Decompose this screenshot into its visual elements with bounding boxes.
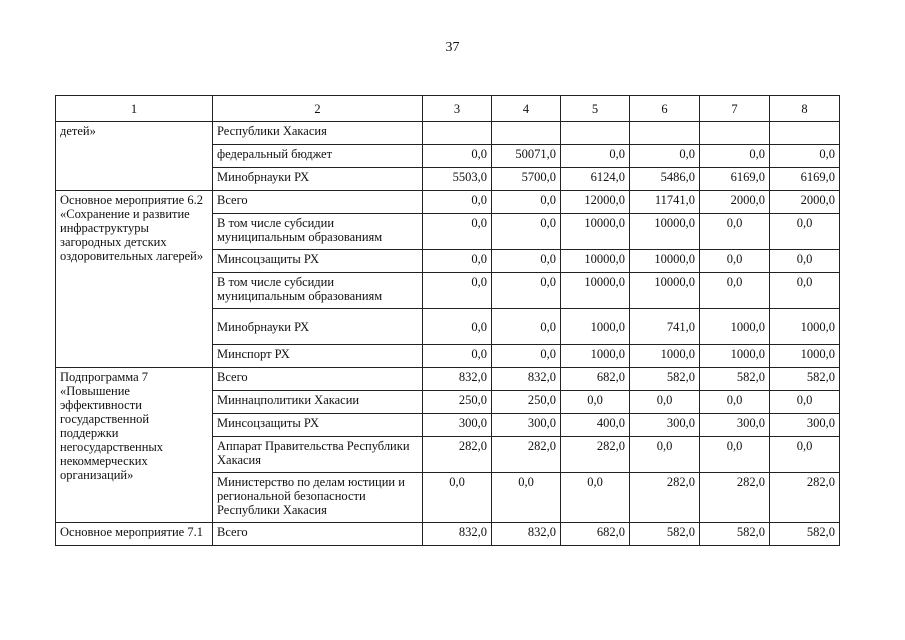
value-cell: 282,0 [423, 437, 492, 473]
value-cell: 582,0 [700, 523, 770, 546]
column-header: 7 [700, 96, 770, 122]
source-cell: Министерство по делам юстиции и региональной безопасности Республики Хакасия [213, 473, 423, 523]
value-cell: 0,0 [630, 391, 700, 414]
table-row [56, 368, 840, 391]
value-cell: 400,0 [561, 414, 630, 437]
table-row [56, 122, 840, 145]
value-cell: 6169,0 [700, 168, 770, 191]
value-cell: 582,0 [770, 523, 840, 546]
value-cell: 0,0 [630, 145, 700, 168]
value-cell: 50071,0 [492, 145, 561, 168]
value-cell: 0,0 [492, 273, 561, 309]
table-header-row [56, 96, 840, 122]
value-cell [630, 122, 700, 145]
value-cell: 0,0 [423, 473, 492, 523]
column-header: 2 [213, 96, 423, 122]
value-cell: 0,0 [492, 214, 561, 250]
value-cell: 12000,0 [561, 191, 630, 214]
column-header: 8 [770, 96, 840, 122]
value-cell: 0,0 [423, 191, 492, 214]
value-cell: 0,0 [700, 391, 770, 414]
value-cell: 832,0 [423, 368, 492, 391]
program-cell: Основное мероприятие 7.1 [56, 523, 213, 546]
value-cell: 0,0 [770, 250, 840, 273]
value-cell: 0,0 [423, 345, 492, 368]
source-cell: Минобрнауки РХ [213, 168, 423, 191]
value-cell: 582,0 [630, 368, 700, 391]
page-number: 37 [445, 40, 460, 55]
value-cell [492, 122, 561, 145]
source-cell: Минсоцзащиты РХ [213, 250, 423, 273]
value-cell: 1000,0 [770, 309, 840, 345]
value-cell: 10000,0 [561, 214, 630, 250]
value-cell: 0,0 [770, 391, 840, 414]
value-cell: 250,0 [492, 391, 561, 414]
value-cell: 1000,0 [700, 309, 770, 345]
value-cell: 250,0 [423, 391, 492, 414]
value-cell: 0,0 [700, 214, 770, 250]
value-cell: 282,0 [561, 437, 630, 473]
value-cell: 10000,0 [630, 273, 700, 309]
value-cell: 282,0 [630, 473, 700, 523]
value-cell: 832,0 [492, 523, 561, 546]
value-cell: 6124,0 [561, 168, 630, 191]
value-cell: 0,0 [492, 473, 561, 523]
value-cell: 10000,0 [630, 250, 700, 273]
source-cell: Минспорт РХ [213, 345, 423, 368]
source-cell: Аппарат Правительства Республики Хакасия [213, 437, 423, 473]
table-row [56, 191, 840, 214]
program-cell: детей» [56, 122, 213, 191]
value-cell: 2000,0 [770, 191, 840, 214]
column-header: 3 [423, 96, 492, 122]
value-cell: 10000,0 [561, 273, 630, 309]
value-cell: 0,0 [423, 250, 492, 273]
value-cell: 282,0 [770, 473, 840, 523]
column-header: 6 [630, 96, 700, 122]
value-cell: 582,0 [630, 523, 700, 546]
value-cell: 0,0 [423, 273, 492, 309]
value-cell [700, 122, 770, 145]
value-cell: 1000,0 [700, 345, 770, 368]
value-cell: 300,0 [700, 414, 770, 437]
value-cell: 0,0 [492, 250, 561, 273]
value-cell: 0,0 [423, 214, 492, 250]
value-cell: 282,0 [700, 473, 770, 523]
value-cell: 0,0 [770, 437, 840, 473]
value-cell [770, 122, 840, 145]
value-cell: 1000,0 [561, 309, 630, 345]
program-cell: Подпрограмма 7 «Повышение эффективности государственной поддержки негосударственных некоммерческих организаций» [56, 368, 213, 523]
value-cell: 300,0 [770, 414, 840, 437]
value-cell: 2000,0 [700, 191, 770, 214]
source-cell: Миннацполитики Хакасии [213, 391, 423, 414]
table-row [56, 523, 840, 546]
source-cell: федеральный бюджет [213, 145, 423, 168]
value-cell: 582,0 [700, 368, 770, 391]
source-cell: В том числе субсидии муниципальным образованиям [213, 273, 423, 309]
value-cell: 582,0 [770, 368, 840, 391]
column-header: 4 [492, 96, 561, 122]
value-cell: 10000,0 [630, 214, 700, 250]
column-header: 5 [561, 96, 630, 122]
value-cell: 0,0 [700, 437, 770, 473]
source-cell: Республики Хакасия [213, 122, 423, 145]
source-cell: Минсоцзащиты РХ [213, 414, 423, 437]
value-cell [423, 122, 492, 145]
value-cell: 11741,0 [630, 191, 700, 214]
value-cell: 832,0 [423, 523, 492, 546]
value-cell: 300,0 [630, 414, 700, 437]
value-cell: 0,0 [770, 214, 840, 250]
value-cell: 282,0 [492, 437, 561, 473]
value-cell: 0,0 [700, 273, 770, 309]
value-cell: 300,0 [423, 414, 492, 437]
value-cell: 0,0 [700, 250, 770, 273]
value-cell: 1000,0 [561, 345, 630, 368]
value-cell: 0,0 [423, 145, 492, 168]
value-cell: 0,0 [770, 145, 840, 168]
value-cell: 5503,0 [423, 168, 492, 191]
value-cell: 300,0 [492, 414, 561, 437]
value-cell: 1000,0 [630, 345, 700, 368]
source-cell: Всего [213, 191, 423, 214]
value-cell: 682,0 [561, 523, 630, 546]
value-cell: 0,0 [561, 391, 630, 414]
source-cell: В том числе субсидии муниципальным образованиям [213, 214, 423, 250]
value-cell: 0,0 [492, 309, 561, 345]
value-cell: 10000,0 [561, 250, 630, 273]
value-cell: 682,0 [561, 368, 630, 391]
source-cell: Минобрнауки РХ [213, 309, 423, 345]
budget-table [55, 95, 840, 546]
value-cell: 832,0 [492, 368, 561, 391]
value-cell: 0,0 [492, 191, 561, 214]
value-cell: 741,0 [630, 309, 700, 345]
value-cell: 0,0 [700, 145, 770, 168]
column-header: 1 [56, 96, 213, 122]
value-cell: 0,0 [561, 145, 630, 168]
value-cell: 0,0 [630, 437, 700, 473]
source-cell: Всего [213, 368, 423, 391]
value-cell [561, 122, 630, 145]
value-cell: 1000,0 [770, 345, 840, 368]
value-cell: 6169,0 [770, 168, 840, 191]
value-cell: 0,0 [770, 273, 840, 309]
value-cell: 5700,0 [492, 168, 561, 191]
program-cell: Основное мероприятие 6.2 «Сохранение и развитие инфраструктуры загородных детских оздоровительных лагерей» [56, 191, 213, 368]
value-cell: 5486,0 [630, 168, 700, 191]
source-cell: Всего [213, 523, 423, 546]
value-cell: 0,0 [423, 309, 492, 345]
value-cell: 0,0 [561, 473, 630, 523]
value-cell: 0,0 [492, 345, 561, 368]
